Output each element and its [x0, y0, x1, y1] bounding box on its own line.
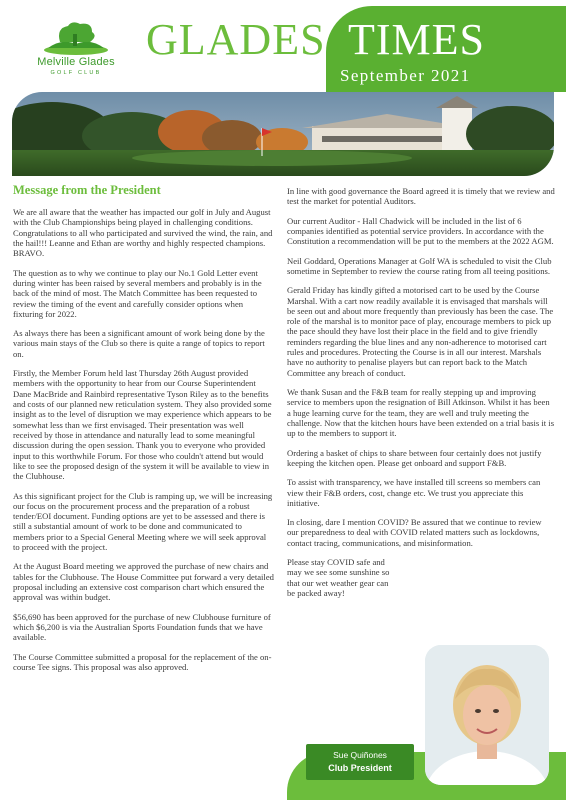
clubhouse-banner-photo [12, 92, 554, 176]
signature-box [306, 744, 414, 780]
closing-line: Please stay COVID safe and [287, 557, 385, 568]
closing-paragraph [287, 557, 555, 598]
paragraph: As always there has been a significant amount of work being done by the various main stays of the Club so there is quite a range of topics to report on. [13, 328, 265, 359]
paragraph: In closing, dare I mention COVID? Be assured that we continue to review our preparedness to deal with COVID related matters such as lockdowns, contact tracing, communications, and misinformation. [287, 517, 542, 548]
article-column-right [287, 186, 555, 607]
paragraph: To assist with transparency, we have installed till screens so members can view their F&B orders, cost, change etc. We trust you appreciate this initiative. [287, 477, 541, 508]
paragraph: Firstly, the Member Forum held last Thursday 26th August provided members with the opportunity to hear from our Course Superintendent Dane MacBride and Rainbird representative Tyson Riley as to the benefits and costs of our planned new reticulation system. They also provided some insight as to the level of disruption we may experience which appears to be somewhat less than we first envisaged. Their presentation was well received by those in attendance and naturally lead to some meaningful discussion during the open session. Thank you to everyone who provided input to this worthwhile Forum. For those who couldn't attend but would like to see the proposed design of the system it will be available to view in the Clubhouse. [13, 368, 272, 482]
paragraph: Gerald Friday has kindly gifted a motorised cart to be used by the Course Marshal. With a cart now readily available it is envisaged that marshals will be seen out and about more frequently than previously has been the case. The role of the marshal is to monitor pace of play, encourage members to pick up the pace should they have lost their place in the field and to give friendly reminders regarding the blue lines and any non-adherence to motorised cart rules and procedures. Protecting the Course is in all our interest. Marshals have no authority to penalise players but can report back to the Match Committee any breach of conduct. [287, 285, 554, 378]
masthead-title-right: TIMES [348, 15, 485, 64]
paragraph: Neil Goddard, Operations Manager at Golf WA is scheduled to visit the Club sometime in September to review the course rating from all teeing positions. [287, 255, 552, 276]
paragraph: The question as to why we continue to play our No.1 Gold Letter event during winter has been raised by several members and probably is in the back of the mind of most. The Match Committee has been requested to review the timing of the event and carefully consider options when fixturing for 2022. [13, 267, 262, 319]
closing-line: that our wet weather gear can [287, 577, 389, 588]
paragraph: At the August Board meeting we approved the purchase of new chairs and tables for the Clubhouse. The House Committee put forward a very detailed proposal including an extensive cost comparison chart which ensured the approval was within budget. [13, 561, 274, 603]
paragraph: Ordering a basket of chips to share between four certainly does not justify keeping the kitchen open. Please get onboard and support F&B. [287, 447, 542, 468]
club-logo [16, 20, 136, 78]
closing-line: may we see some sunshine so [287, 567, 390, 578]
issue-date: September 2021 [340, 66, 471, 85]
article-heading: Message from the President [13, 183, 161, 197]
masthead-green-panel [326, 6, 566, 92]
article-column-left [13, 183, 275, 681]
logo-subtitle: GOLF CLUB [50, 70, 102, 76]
paragraph: The Course Committee submitted a proposal for the replacement of the on-course Tee signs. This proposal was also approved. [13, 651, 272, 672]
signature-role: Club President [328, 763, 392, 773]
paragraph: We thank Susan and the F&B team for really stepping up and improving service to members upon the resignation of Bill Atkinson. Whilst it has been a huge learning curve for the team, they are well and truly meeting the challenge. Now that the kitchen hours have been extended on a trial basis it is up to the members to support it. [287, 387, 555, 439]
paragraph: We are all aware that the weather has impacted our golf in July and August with the Club Championships being played in challenging conditions. Congratulations to all who participated and survived the wind, the rain, and the hail!!! Leanne and Ethan are worthy and highly respected champions. BRAVO. [13, 207, 273, 259]
golf-course-logo-icon [42, 20, 110, 56]
paragraph: $56,690 has been approved for the purchase of new Clubhouse furniture of which $6,200 is via the Australian Sports Foundation funds that we have available. [13, 611, 271, 643]
closing-line: be packed away! [287, 588, 345, 598]
president-photo [425, 645, 549, 785]
paragraph: Our current Auditor - Hall Chadwick will be included in the list of 6 companies identified as potential service providers. In accordance with the Constitution a recommendation will be put to the members at the 2022 AGM. [287, 215, 554, 247]
paragraph: In line with good governance the Board agreed it is timely that we review and test the market for potential Auditors. [287, 186, 555, 207]
logo-name: Melville Glades [37, 56, 115, 68]
signature-name: Sue Quiñones [333, 750, 387, 760]
masthead-title-left: GLADES [146, 15, 326, 64]
paragraph: As this significant project for the Club is ramping up, we will be increasing our focus on the procurement process and the preparation of a robust tender/EOI document. Funding options are yet to be assessed and there is still a substantial amount of work to be done and communicated to members prior to a Special General Meeting where we will seek approval to proceed with the project. [13, 490, 273, 553]
